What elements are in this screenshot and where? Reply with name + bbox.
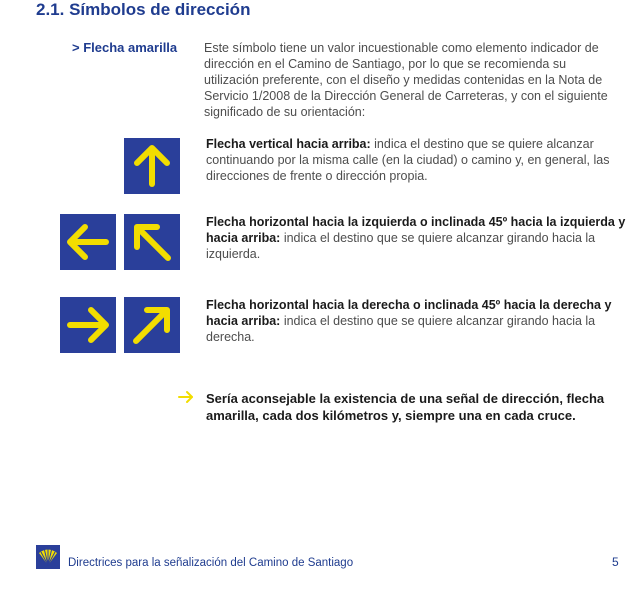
item-up-text: indica el destino que se quiere alcanzar continuando por la misma calle (en la ciudad) o camino y, en general, las direcciones de frente o dirección propia. <box>206 137 610 183</box>
section-title: 2.1. Símbolos de dirección <box>36 0 251 19</box>
page-number: 5 <box>612 555 619 569</box>
item-up-heading: Flecha vertical hacia arriba: <box>206 137 371 151</box>
arrow-up-left-icon <box>124 214 180 270</box>
item-left-description <box>206 214 626 262</box>
sidebar-label: > Flecha amarilla <box>72 40 178 55</box>
arrow-right-icon <box>60 297 116 353</box>
item-up-description <box>206 136 626 184</box>
footer-text: Directrices para la señalización del Camino de Santiago <box>68 557 354 569</box>
arrow-up-right-icon <box>124 297 180 353</box>
scallop-shell-icon <box>36 545 60 569</box>
recommendation-note: Sería aconsejable la existencia de una señal de dirección, flecha amarilla, cada dos kilómetros y, siempre una en cada cruce. <box>206 391 605 423</box>
item-left-text: indica el destino que se quiere alcanzar girando hacia la izquierda. <box>206 231 596 261</box>
item-right-heading: Flecha horizontal hacia la derecha o inclinada 45º hacia la derecha y hacia arriba: <box>206 298 612 328</box>
arrow-right-icon <box>178 390 194 409</box>
arrow-left-icon <box>60 214 116 270</box>
item-right-text: indica el destino que se quiere alcanzar girando hacia la derecha. <box>206 314 596 344</box>
item-right-description <box>206 297 626 345</box>
item-left-heading: Flecha horizontal hacia la izquierda o inclinada 45º hacia la izquierda y hacia arriba: <box>206 215 626 245</box>
intro-paragraph: Este símbolo tiene un valor incuestionable como elemento indicador de dirección en el Camino de Santiago, por lo que se recomienda su utilización preferente, con el diseño y medidas contenidas en la Nota de Servicio 1/2008 de la Dirección General de Carreteras, y con el siguiente significado de su orientación: <box>204 41 608 119</box>
arrow-up-icon <box>124 138 180 194</box>
